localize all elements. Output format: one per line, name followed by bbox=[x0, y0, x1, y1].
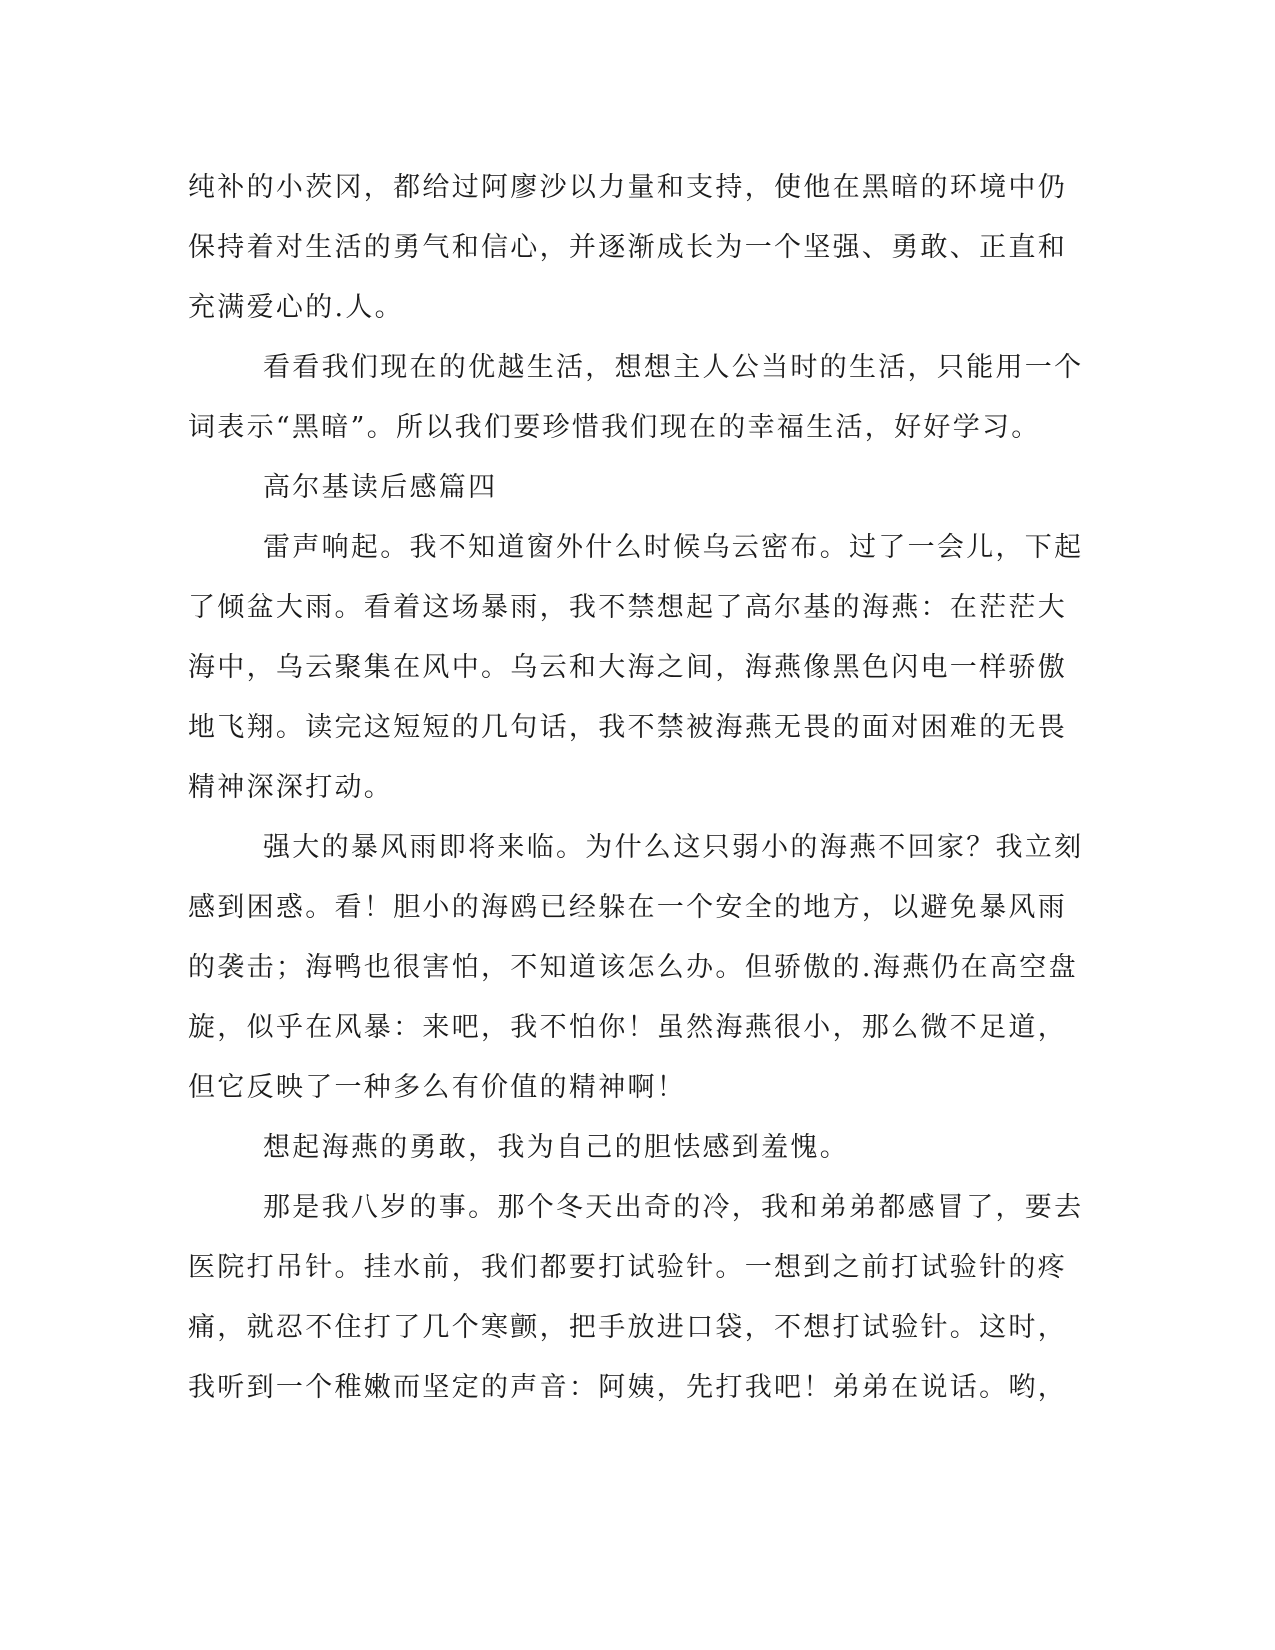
text-line: 旋，似乎在风暴：来吧，我不怕你！虽然海燕很小，那么微不足道， bbox=[188, 1012, 1067, 1043]
text-line: 词表示“黑暗”。所以我们要珍惜我们现在的幸福生活，好好学习。 bbox=[188, 412, 1041, 443]
text-line: 想起海燕的勇敢，我为自己的胆怯感到羞愧。 bbox=[263, 1132, 849, 1163]
text-line: 雷声响起。我不知道窗外什么时候乌云密布。过了一会儿，下起 bbox=[263, 532, 1084, 563]
text-line: 痛，就忍不住打了几个寒颤，把手放进口袋，不想打试验针。这时， bbox=[188, 1312, 1067, 1343]
text-line: 我听到一个稚嫩而坚定的声音：阿姨，先打我吧！弟弟在说话。哟， bbox=[188, 1372, 1067, 1403]
text-line: 纯补的小茨冈，都给过阿廖沙以力量和支持，使他在黑暗的环境中仍 bbox=[188, 172, 1067, 203]
paragraph-1 bbox=[188, 158, 1068, 338]
text-line: 医院打吊针。挂水前，我们都要打试验针。一想到之前打试验针的疼 bbox=[188, 1252, 1067, 1283]
text-line: 保持着对生活的勇气和信心，并逐渐成长为一个坚强、勇敢、正直和 bbox=[188, 232, 1067, 263]
text-line: 精神深深打动。 bbox=[188, 772, 394, 803]
paragraph-4 bbox=[188, 818, 1084, 1118]
text-line: 的袭击；海鸭也很害怕，不知道该怎么办。但骄傲的.海燕仍在高空盘 bbox=[188, 952, 1078, 983]
text-line: 强大的暴风雨即将来临。为什么这只弱小的海燕不回家？我立刻 bbox=[263, 832, 1084, 863]
text-line: 那是我八岁的事。那个冬天出奇的冷，我和弟弟都感冒了，要去 bbox=[263, 1192, 1084, 1223]
text-line: 看看我们现在的优越生活，想想主人公当时的生活，只能用一个 bbox=[263, 352, 1084, 383]
paragraph-5 bbox=[188, 1118, 1068, 1178]
text-line: 海中，乌云聚集在风中。乌云和大海之间，海燕像黑色闪电一样骄傲 bbox=[188, 652, 1067, 683]
text-line: 地飞翔。读完这短短的几句话，我不禁被海燕无畏的面对困难的无畏 bbox=[188, 712, 1067, 743]
text-line: 充满爱心的.人。 bbox=[188, 292, 404, 323]
paragraph-3 bbox=[188, 518, 1084, 818]
text-line: 但它反映了一种多么有价值的精神啊！ bbox=[188, 1072, 687, 1103]
document-body bbox=[188, 158, 1084, 1418]
paragraph-2 bbox=[188, 338, 1084, 458]
heading-text: 高尔基读后感篇四 bbox=[263, 472, 498, 503]
text-line: 了倾盆大雨。看着这场暴雨，我不禁想起了高尔基的海燕：在茫茫大 bbox=[188, 592, 1067, 623]
text-line: 感到困惑。看！胆小的海鸥已经躲在一个安全的地方，以避免暴风雨 bbox=[188, 892, 1067, 923]
paragraph-6 bbox=[188, 1178, 1084, 1418]
section-heading bbox=[188, 458, 1068, 518]
